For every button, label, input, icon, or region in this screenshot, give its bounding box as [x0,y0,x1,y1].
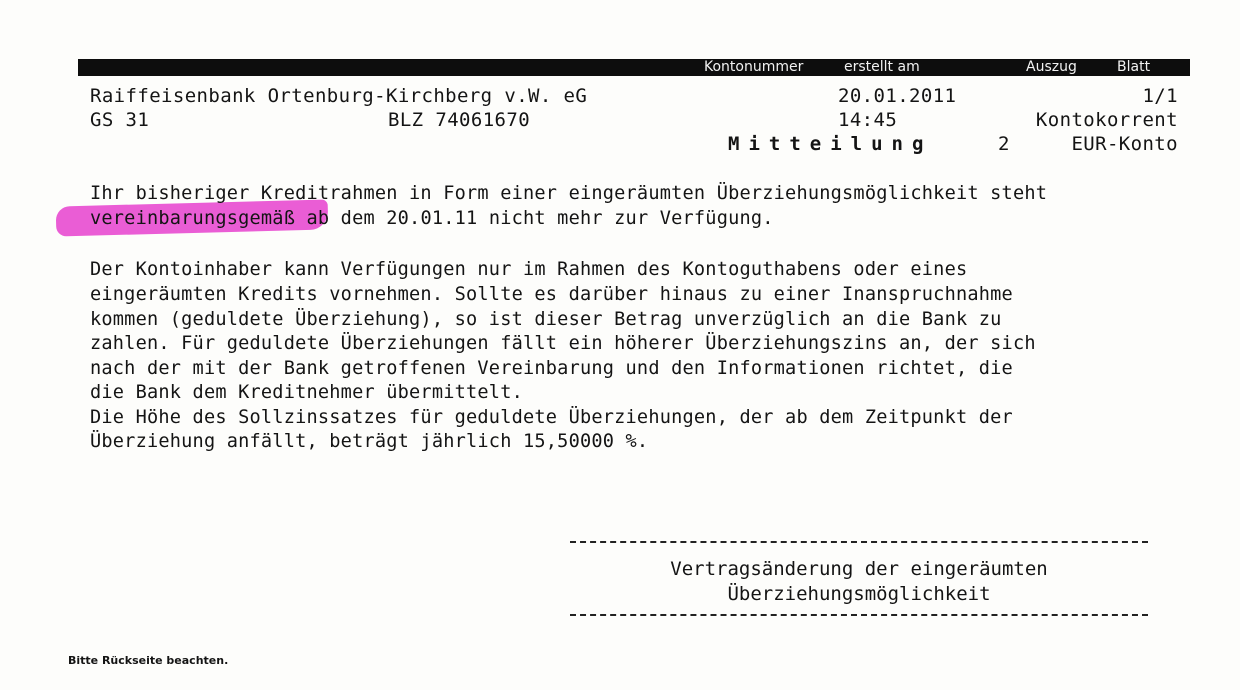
paragraph-1-line-2 [90,207,774,232]
back-page-note: Bitte Rückseite beachten. [68,654,229,667]
bank-name: Raiffeisenbank Ortenburg-Kirchberg v.W. eG [90,85,588,107]
paragraph-2-line-2: eingeräumten Kredits vornehmen. Sollte es darüber hinaus zu einer Inanspruchnahme [90,284,1013,305]
divider-bottom [570,614,1148,616]
highlighted-word: vereinbarungsgemäß [90,208,296,229]
header-bar [78,59,1190,76]
paragraph-2-line-3: kommen (geduldete Überziehung), so ist dieser Betrag unverzüglich an die Bank zu [90,309,1002,330]
subject-line-2: Überziehungsmöglichkeit [727,583,991,605]
notice-number: 2 [998,133,1010,155]
created-time: 14:45 [838,109,898,131]
paragraph-2-line-7: Die Höhe des Sollzinssatzes für geduldete Überziehungen, der ab dem Zeitpunkt der [90,407,1013,428]
label-blatt: Blatt [1117,59,1151,75]
paragraph-2-line-6: die Bank dem Kreditnehmer übermittelt. [90,382,523,403]
document-title: Mitteilung [728,133,933,155]
subject-line-1: Vertragsänderung der eingeräumten [670,558,1048,580]
created-date: 20.01.2011 [838,85,957,107]
branch-code: GS 31 [90,109,150,131]
divider-top [570,541,1148,543]
paragraph-1-line-1: Ihr bisheriger Kreditrahmen in Form einer eingeräumten Überziehungsmöglichkeit steht [90,183,1048,204]
paragraph-2-line-4: zahlen. Für geduldete Überziehungen fällt ein höherer Überziehungszins an, der sich [90,333,1036,354]
sheet-number: 1/1 [1142,85,1178,107]
paragraph-2-line-5: nach der mit der Bank getroffenen Vereinbarung und den Informationen richtet, die [90,358,1013,379]
paragraph-2-line-8: Überziehung anfällt, beträgt jährlich 15,50000 %. [90,431,649,452]
label-erstellt-am: erstellt am [844,59,920,75]
account-type: Kontokorrent [1035,109,1178,131]
account-currency: EUR-Konto [1071,133,1178,155]
label-kontonummer: Kontonummer [704,59,804,75]
paragraph-1-line-2-rest: ab dem 20.01.11 nicht mehr zur Verfügung. [295,208,774,229]
bank-code: BLZ 74061670 [388,109,531,131]
label-auszug: Auszug [1026,59,1077,75]
paragraph-2-line-1: Der Kontoinhaber kann Verfügungen nur im Rahmen des Kontoguthabens oder eines [90,259,968,280]
